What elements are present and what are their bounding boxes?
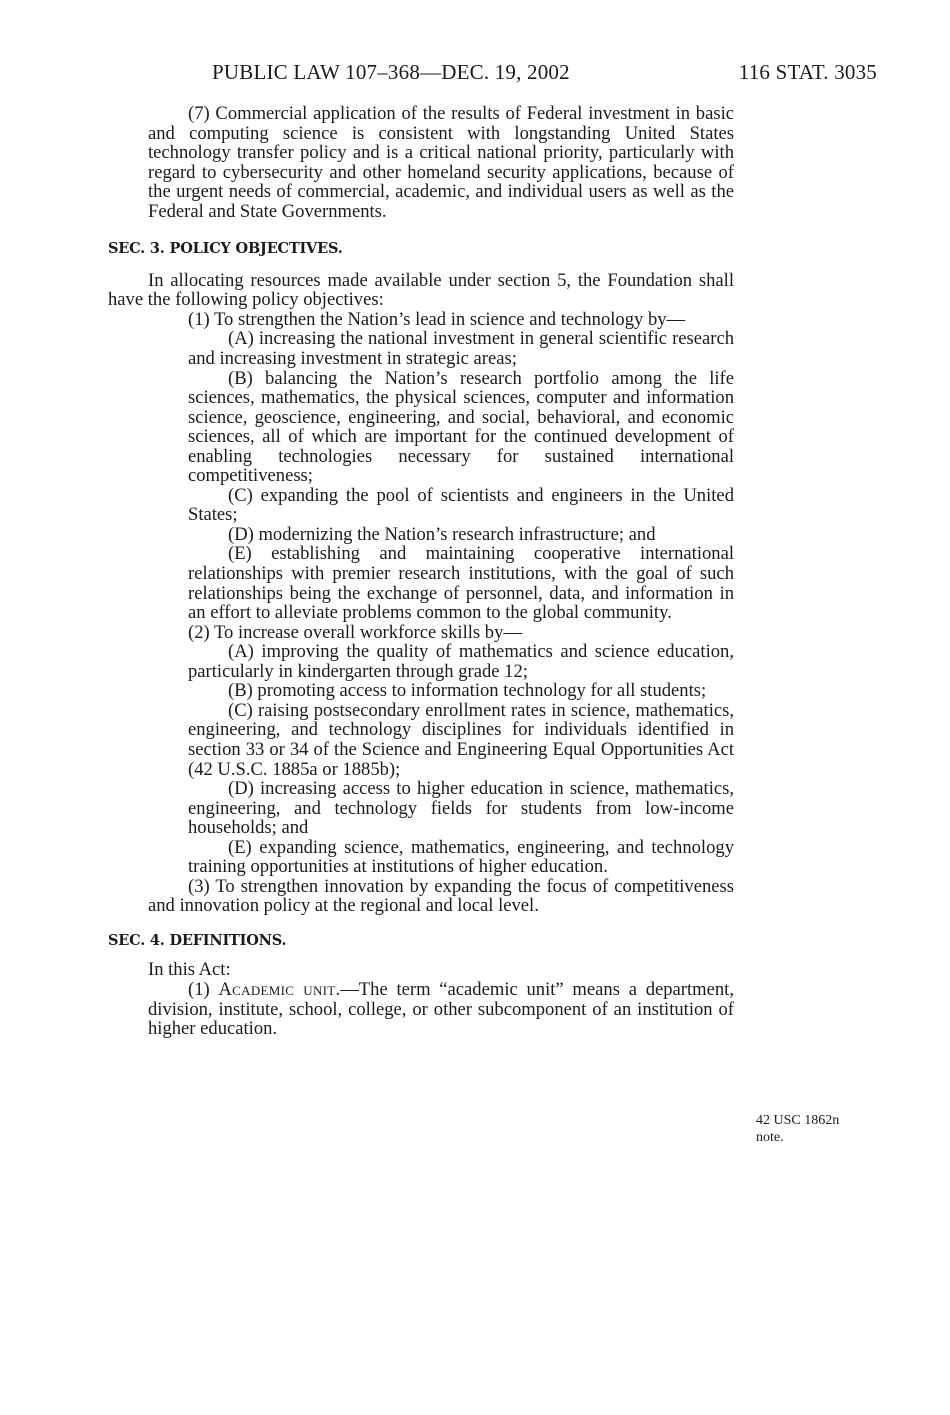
sec3-para-1-item-e: (E) establishing and maintaining cooperative international relationships with premier research institutions, with the goal of such relationships being the exchange of personnel, data, and information in an effort to alleviate problems common to the global community. <box>188 543 734 624</box>
sec3-para-2-item-e: (E) expanding science, mathematics, engineering, and technology training opportunities at institutions of higher education. <box>188 836 734 878</box>
sec3-para-1-item-c: (C) expanding the pool of scientists and engineers in the United States; <box>188 484 734 526</box>
sec3-para-2-item-b: (B) promoting access to information technology for all students; <box>228 680 707 702</box>
sec3-intro: In allocating resources made available under section 5, the Foundation shall have the following policy objectives: <box>108 269 734 311</box>
usc-margin-note <box>756 1112 839 1146</box>
sec3-para-1-item-a: (A) increasing the national investment in general scientific research and increasing investment in strategic areas; <box>188 328 734 370</box>
usc-note-label: note. <box>756 1130 784 1145</box>
sec3-para-1-item-d: (D) modernizing the Nation’s research infrastructure; and <box>228 523 656 545</box>
body-text <box>108 104 734 1039</box>
defined-term: Academic unit <box>218 978 336 1000</box>
sec3-para-3: (3) To strengthen innovation by expanding the focus of competitiveness and innovation policy at the regional and local level. <box>148 875 734 917</box>
sec3-para-2: (2) To increase overall workforce skills by— <box>188 621 522 643</box>
sec3-para-2-item-d: (D) increasing access to higher education in science, mathematics, engineering, and technology fields for students from low-income households; and <box>188 778 734 839</box>
definition-text: .—The term “academic unit” means a department, division, institute, school, college, or other subcomponent of an institution of higher education. <box>148 978 734 1040</box>
stat-page-number: 116 STAT. 3035 <box>738 60 877 84</box>
sec4-intro: In this Act: <box>148 959 231 981</box>
sec2-paragraph-7: (7) Commercial application of the results of Federal investment in basic and computing science is consistent with longstanding United States technology transfer policy and is a critical national priority, particularly with regard to cybersecurity and other homeland security applications, because of the urgent needs of commercial, academic, and individual users as well as the Federal and State Governments. <box>148 103 734 222</box>
sec3-heading: SEC. 3. POLICY OBJECTIVES. <box>108 240 343 258</box>
sec3-para-2-item-c: (C) raising postsecondary enrollment rates in science, mathematics, engineering, and technology disciplines for individuals identified in section 33 or 34 of the Science and Engineering Equal Opportunities Act (42 U.S.C. 1885a or 1885b); <box>188 699 734 780</box>
usc-citation: 42 USC 1862n <box>756 1113 840 1128</box>
sec3-para-1: (1) To strengthen the Nation’s lead in science and technology by— <box>188 308 686 330</box>
sec3-para-1-item-b: (B) balancing the Nation’s research portfolio among the life sciences, mathematics, the physical sciences, computer and information science, geoscience, engineering, and social, behavioral, and economic sciences, all of which are important for the continued development of enabling technologies necessary for sustained international competitiveness; <box>188 367 734 487</box>
definition-number: (1) <box>188 978 210 1000</box>
sec4-heading: SEC. 4. DEFINITIONS. <box>108 931 287 949</box>
sec3-para-2-item-a: (A) improving the quality of mathematics and science education, particularly in kindergarten through grade 12; <box>188 641 734 682</box>
running-head <box>212 60 877 86</box>
sec4-definition-1 <box>108 980 734 1039</box>
public-law-citation: PUBLIC LAW 107–368—DEC. 19, 2002 <box>212 60 570 84</box>
